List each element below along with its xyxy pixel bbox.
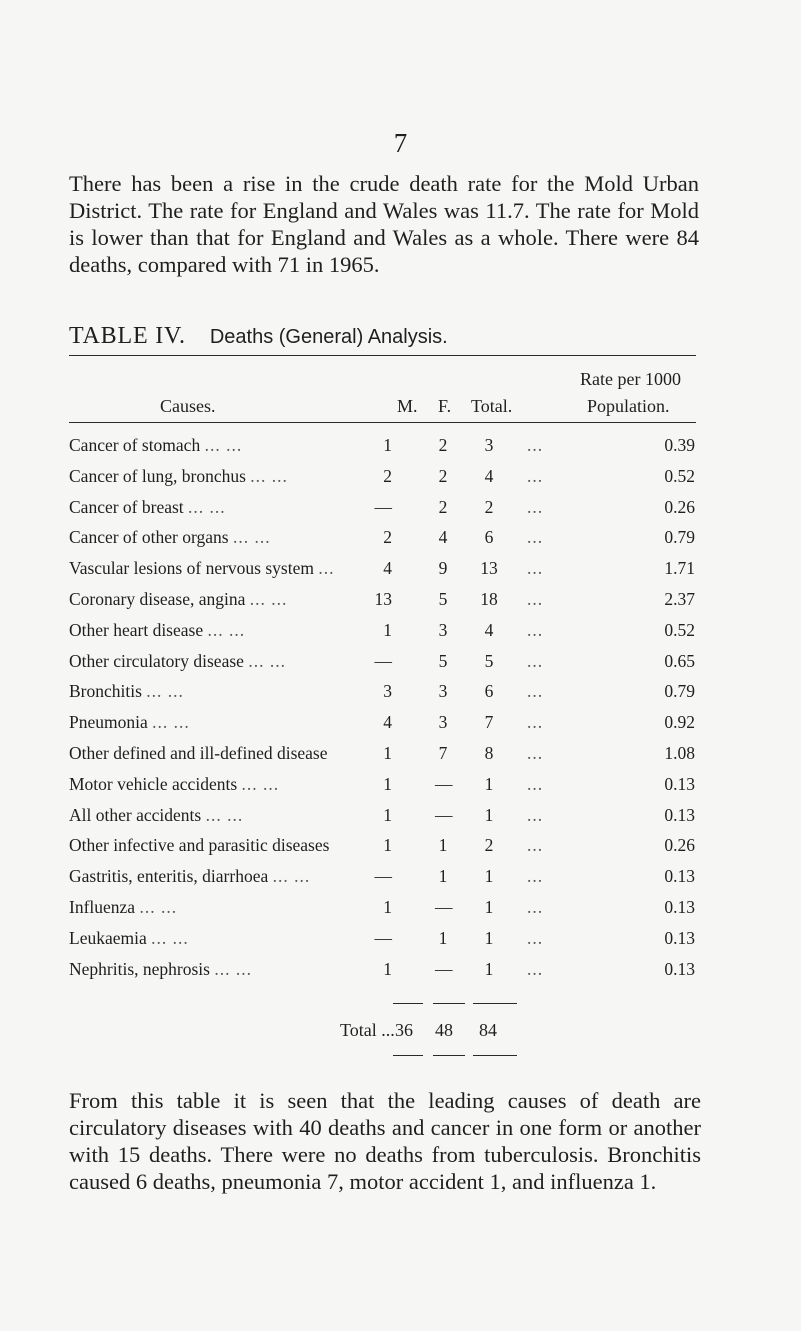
row-m: 1	[383, 619, 392, 640]
row-ellipsis: ...	[527, 558, 544, 579]
row-total: 1	[484, 897, 494, 917]
row-cause	[69, 805, 409, 826]
row-ellipsis: ...	[527, 835, 544, 856]
row-m: —	[374, 496, 392, 517]
leader-dots: ... ...	[188, 496, 226, 517]
row-total: 6	[484, 681, 494, 702]
row-cause	[69, 712, 409, 733]
total-total: 84	[479, 1020, 497, 1040]
leader-dots: ... ...	[152, 712, 190, 733]
row-f: 7	[438, 743, 448, 763]
row-cause	[69, 558, 409, 579]
total-rule-total	[473, 1003, 517, 1004]
header-causes: Causes.	[160, 396, 216, 416]
row-cause	[69, 681, 409, 702]
row-cause	[69, 835, 409, 856]
cause-label: Cancer of other organs	[69, 527, 229, 548]
total-bottom-rule-m	[393, 1055, 423, 1056]
table-row	[69, 497, 709, 527]
row-total: 1	[484, 773, 494, 794]
row-rate: 1.71	[664, 558, 695, 579]
row-cause	[69, 497, 409, 518]
cause-label: Pneumonia	[69, 712, 148, 733]
table-row	[69, 959, 709, 989]
table-label: TABLE IV.	[69, 323, 186, 349]
row-ellipsis: ...	[527, 589, 544, 609]
row-f: 9	[438, 558, 448, 579]
page-number: 7	[393, 128, 408, 158]
table-row	[69, 466, 709, 496]
header-rate: Rate per 1000	[580, 369, 681, 389]
row-cause	[69, 897, 409, 918]
row-total: 5	[484, 650, 494, 671]
row-cause	[69, 589, 409, 610]
cause-label: Vascular lesions of nervous system	[69, 558, 314, 579]
row-total: 2	[484, 835, 494, 856]
row-m: 4	[383, 558, 392, 579]
row-total: 8	[484, 743, 494, 763]
table-top-rule	[69, 355, 696, 356]
cause-label: Other infective and parasitic diseases	[69, 835, 330, 856]
table-row	[69, 743, 709, 773]
table-row	[69, 897, 709, 927]
row-cause	[69, 959, 409, 980]
row-rate: 0.13	[664, 927, 695, 948]
row-cause	[69, 774, 409, 795]
row-ellipsis: ...	[527, 866, 544, 887]
table-row	[69, 558, 709, 588]
row-total: 18	[480, 589, 498, 609]
cause-label: Influenza	[69, 897, 136, 917]
row-ellipsis: ...	[527, 804, 544, 825]
row-ellipsis: ...	[527, 527, 544, 548]
leader-dots: ... ...	[232, 527, 271, 548]
intro-paragraph: There has been a rise in the crude death rate for the Mold Urban District. The rate for England and Wales was 11.7. The rate for Mold is lower than that for England and Wales as a whole. There were 84 deaths, compared with 71 in 1965.	[69, 171, 699, 277]
row-total: 1	[484, 804, 494, 825]
row-total: 1	[484, 927, 494, 948]
total-rule-m	[393, 1003, 423, 1004]
cause-label: All other accidents	[69, 804, 202, 825]
cause-label: Cancer of breast	[69, 496, 184, 517]
leader-dots: ... ...	[146, 681, 184, 702]
row-f: 3	[438, 712, 448, 733]
total-rule-f	[433, 1003, 465, 1004]
row-f: 5	[438, 589, 448, 609]
cause-label: Other heart disease	[69, 619, 204, 640]
total-f: 48	[435, 1020, 453, 1040]
leader-dots: ... ...	[204, 435, 243, 455]
header-f: F.	[438, 396, 452, 416]
table-row	[69, 805, 709, 835]
cause-label: Bronchitis	[69, 681, 142, 702]
row-f: 2	[438, 465, 448, 486]
table-row	[69, 928, 709, 958]
row-total: 7	[484, 712, 494, 733]
row-m: 3	[383, 681, 392, 702]
row-cause	[69, 651, 409, 672]
total-m: 36	[395, 1020, 413, 1040]
row-rate: 0.65	[664, 650, 695, 671]
table-row	[69, 620, 709, 650]
row-f: 1	[438, 835, 448, 856]
cause-label: Gastritis, enteritis, diarrhoea	[69, 866, 269, 887]
row-rate: 0.79	[664, 681, 695, 702]
table-heading	[69, 323, 448, 350]
total-label: Total ...	[340, 1020, 395, 1040]
leader-dots: ... ...	[241, 773, 280, 794]
row-m: 13	[374, 589, 392, 609]
leader-dots: ... ...	[248, 650, 286, 671]
total-bottom-rule-f	[433, 1055, 465, 1056]
row-rate: 0.13	[664, 866, 695, 887]
row-rate: 0.52	[664, 619, 695, 640]
row-total: 1	[484, 866, 494, 887]
row-m: 2	[383, 527, 392, 548]
cause-label: Motor vehicle accidents	[69, 773, 238, 794]
row-cause	[69, 527, 409, 548]
row-m: 1	[383, 958, 392, 979]
row-ellipsis: ...	[527, 681, 544, 702]
row-m: —	[374, 650, 392, 671]
row-ellipsis: ...	[527, 897, 544, 917]
row-m: —	[374, 927, 392, 948]
table-row	[69, 681, 709, 711]
row-f: 5	[438, 650, 448, 671]
row-ellipsis: ...	[527, 435, 544, 455]
row-f: —	[435, 773, 453, 794]
row-f: 4	[438, 527, 448, 548]
row-m: 2	[383, 465, 392, 486]
row-total: 1	[484, 958, 494, 979]
row-f: 3	[438, 681, 448, 702]
row-rate: 1.08	[664, 743, 695, 763]
header-total: Total.	[471, 396, 513, 416]
table-row	[69, 589, 709, 619]
row-m: 1	[383, 435, 392, 455]
table-row	[69, 435, 709, 465]
row-rate: 0.79	[664, 527, 695, 548]
table-row	[69, 774, 709, 804]
row-total: 4	[484, 465, 494, 486]
row-m: 1	[383, 773, 392, 794]
leader-dots: ... ...	[205, 804, 244, 825]
table-row	[69, 712, 709, 742]
row-ellipsis: ...	[527, 496, 544, 517]
row-m: 1	[383, 804, 392, 825]
row-f: 1	[438, 866, 448, 887]
header-population: Population.	[587, 396, 670, 416]
table-title: Deaths (General) Analysis.	[209, 326, 448, 348]
row-ellipsis: ...	[527, 712, 544, 733]
row-f: —	[435, 958, 453, 979]
cause-label: Cancer of stomach	[69, 435, 201, 455]
leader-dots: ... ...	[272, 866, 311, 887]
row-rate: 0.13	[664, 958, 695, 979]
row-m: —	[374, 866, 392, 887]
row-m: 1	[383, 743, 392, 763]
row-total: 6	[484, 527, 494, 548]
leader-dots: ... ...	[250, 465, 288, 486]
row-f: —	[435, 804, 453, 825]
row-rate: 0.13	[664, 773, 695, 794]
cause-label: Coronary disease, angina	[69, 589, 246, 609]
row-cause	[69, 466, 409, 487]
row-rate: 0.39	[664, 435, 695, 455]
row-f: 1	[438, 927, 448, 948]
row-cause	[69, 620, 409, 641]
row-m: 1	[383, 897, 392, 917]
row-f: 2	[438, 496, 448, 517]
row-total: 3	[484, 435, 494, 455]
row-ellipsis: ...	[527, 619, 544, 640]
table-row	[69, 835, 709, 865]
leader-dots: ... ...	[214, 958, 252, 979]
row-total: 13	[480, 558, 498, 579]
leader-dots: ... ...	[249, 589, 288, 609]
row-f: 3	[438, 619, 448, 640]
outro-paragraph: From this table it is seen that the leading causes of death are circulatory diseases with 40 deaths and cancer in one form or another with 15 deaths. There were no deaths from tuberculosis. Bronchitis caused 6 deaths, pneumonia 7, motor accident 1, and influenza 1.	[69, 1088, 701, 1194]
cause-label: Nephritis, nephrosis	[69, 958, 210, 979]
row-rate: 0.26	[664, 835, 695, 856]
table-row	[69, 527, 709, 557]
row-ellipsis: ...	[527, 773, 544, 794]
row-f: 2	[438, 435, 448, 455]
header-m: M.	[397, 396, 418, 416]
table-row	[69, 651, 709, 681]
row-rate: 0.13	[664, 897, 695, 917]
row-ellipsis: ...	[527, 927, 544, 948]
row-cause	[69, 435, 409, 456]
row-rate: 0.52	[664, 465, 695, 486]
row-rate: 0.13	[664, 804, 695, 825]
header-bottom-rule	[69, 422, 696, 423]
table-row	[69, 866, 709, 896]
cause-label: Cancer of lung, bronchus	[69, 465, 246, 486]
cause-label: Other circulatory disease	[69, 650, 244, 671]
row-rate: 0.26	[664, 496, 695, 517]
row-ellipsis: ...	[527, 650, 544, 671]
row-ellipsis: ...	[527, 743, 544, 763]
leader-dots: ...	[318, 558, 335, 579]
row-m: 1	[383, 835, 392, 856]
row-cause	[69, 928, 409, 949]
leader-dots: ... ...	[151, 927, 189, 948]
row-rate: 2.37	[664, 589, 695, 609]
row-rate: 0.92	[664, 712, 695, 733]
row-ellipsis: ...	[527, 465, 544, 486]
cause-label: Leukaemia	[69, 927, 147, 948]
cause-label: Other defined and ill-defined disease	[69, 743, 328, 763]
row-ellipsis: ...	[527, 958, 544, 979]
total-bottom-rule-total	[473, 1055, 517, 1056]
row-cause	[69, 743, 409, 764]
row-total: 2	[484, 496, 494, 517]
row-total: 4	[484, 619, 494, 640]
leader-dots: ... ...	[139, 897, 178, 917]
row-m: 4	[383, 712, 392, 733]
row-cause	[69, 866, 409, 887]
leader-dots: ... ...	[207, 619, 246, 640]
row-f: —	[435, 897, 453, 917]
